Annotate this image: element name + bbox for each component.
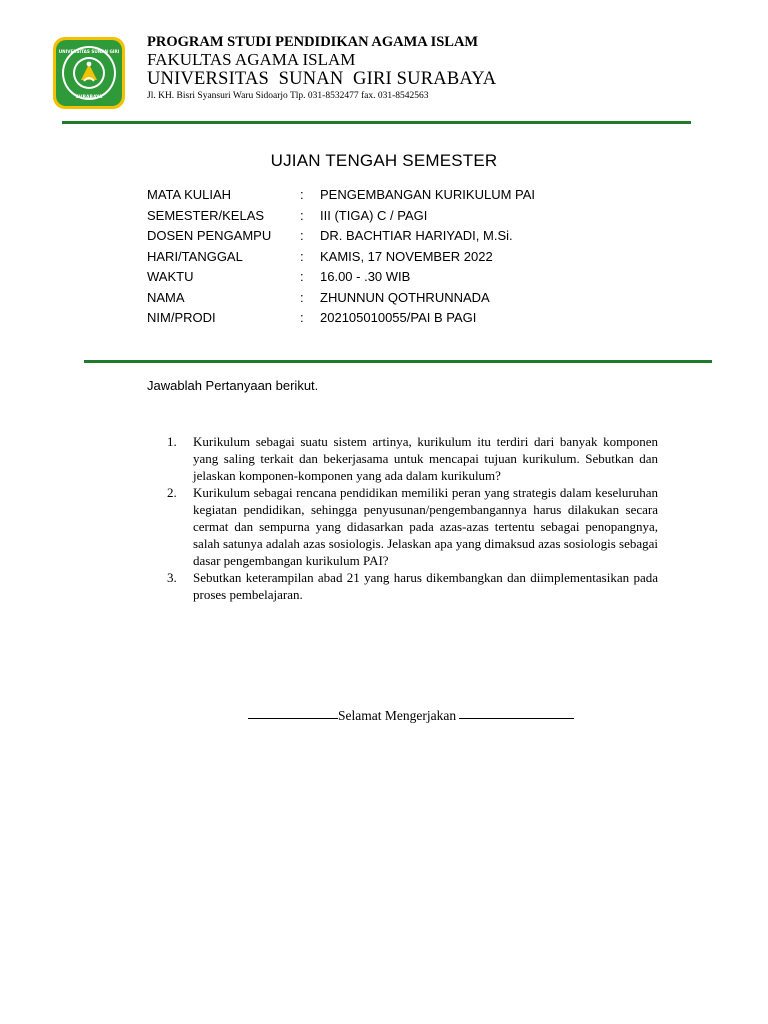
- info-colon: :: [300, 228, 304, 243]
- faculty-name: FAKULTAS AGAMA ISLAM: [147, 50, 356, 69]
- instruction-text: Jawablah Pertanyaan berikut.: [147, 378, 319, 393]
- info-colon: :: [300, 207, 304, 223]
- logo-text-bottom: SURABAYA: [75, 95, 103, 100]
- info-value: PENGEMBANGAN KURIKULUM PAI: [320, 187, 536, 202]
- university-logo: [50, 34, 128, 112]
- question-text: Kurikulum sebagai rencana pendidikan memiliki peran yang strategis dalam keseluruhan kegiatan pendidikan, sehingga penyusunan/pengembangannya harus dilakukan secara cermat dan sempurna yang didasarkan pada azas-azas tertentu sebagai penopangnya, salah satunya adalah azas sosiologis. Jelaskan apa yang dimaksud azas sosiologis sebagai dasar pengembangan kurikulum PAI?: [193, 485, 658, 568]
- closing-rule-left: [248, 718, 338, 719]
- info-label: MATA KULIAH: [147, 187, 232, 202]
- logo-text-top: UNIVERSITAS SUNAN GIRI: [58, 49, 120, 54]
- info-value: DR. BACHTIAR HARIYADI, M.Si.: [320, 228, 513, 243]
- question-item: [167, 433, 658, 484]
- info-value: KAMIS, 17 NOVEMBER 2022: [320, 248, 493, 264]
- info-colon: :: [300, 248, 304, 264]
- program-name: PROGRAM STUDI PENDIDIKAN AGAMA ISLAM: [147, 34, 479, 50]
- info-label: WAKTU: [147, 269, 194, 284]
- info-colon: :: [300, 289, 304, 305]
- closing-text: Selamat Mengerjakan: [338, 708, 457, 723]
- info-value: 202105010055/PAI B PAGI: [320, 310, 477, 325]
- info-label: DOSEN PENGAMPU: [147, 228, 272, 243]
- info-value: ZHUNNUN QOTHRUNNADA: [320, 289, 490, 305]
- info-label: NIM/PRODI: [147, 310, 216, 325]
- question-number: 2.: [167, 485, 177, 500]
- question-text: Sebutkan keterampilan abad 21 yang harus dikembangkan dan diimplementasikan pada proses pembelajaran.: [193, 570, 658, 602]
- question-text: Kurikulum sebagai suatu sistem artinya, kurikulum itu terdiri dari banyak komponen yang saling terkait dan bekerjasama untuk mencapai tujuan kurikulum. Sebutkan dan jelaskan komponen-komponen yang ada dalam kurikulum?: [193, 434, 658, 483]
- closing-line: [248, 708, 574, 724]
- info-label: HARI/TANGGAL: [147, 248, 243, 264]
- section-divider: [84, 360, 712, 363]
- question-number: 3.: [167, 570, 177, 585]
- info-label: SEMESTER/KELAS: [147, 207, 265, 223]
- university-name: UNIVERSITAS SUNAN GIRI SURABAYA: [147, 69, 497, 89]
- exam-title: UJIAN TENGAH SEMESTER: [270, 151, 498, 170]
- info-value: 16.00 - .30 WIB: [320, 269, 411, 284]
- header-divider: [62, 121, 691, 124]
- university-address: Jl. KH. Bisri Syansuri Waru Sidoarjo Tlp. 031-8532477 fax. 031-8542563: [147, 91, 429, 101]
- question-item: [167, 484, 658, 569]
- question-list: [167, 433, 658, 603]
- info-colon: :: [300, 187, 304, 202]
- closing-rule-right: [459, 718, 574, 719]
- info-colon: :: [300, 310, 304, 325]
- info-label: NAMA: [147, 289, 185, 305]
- question-number: 1.: [167, 434, 177, 449]
- info-colon: :: [300, 269, 304, 284]
- letterhead: [147, 34, 496, 102]
- question-item: [167, 569, 658, 603]
- info-value: III (TIGA) C / PAGI: [320, 207, 428, 223]
